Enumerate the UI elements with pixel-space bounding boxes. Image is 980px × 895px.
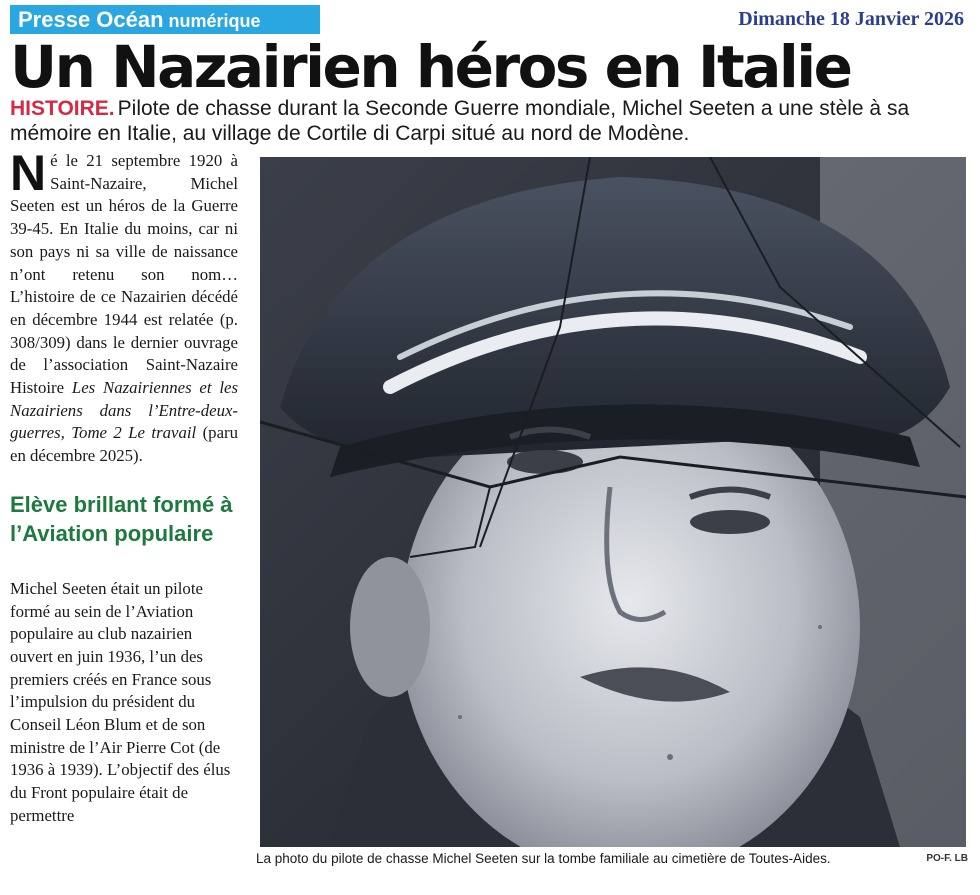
article-body-column bbox=[10, 150, 238, 895]
book-title: Les Nazairiennes et les Nazairiens dans l’Entre-deux-guerres, Tome 2 Le travail bbox=[10, 378, 238, 443]
article-standfirst bbox=[10, 96, 970, 146]
brand-name: Presse Océan bbox=[18, 7, 164, 32]
brand-edition: numérique bbox=[168, 11, 261, 31]
paragraph-1-text: é le 21 septembre 1920 à Saint-Nazaire, Michel Seeten est un héros de la Guerre 39-45. En Italie du moins, car ni son pays ni sa ville de naissance n’ont retenu son nom… L’histoire de ce Nazairien décédé en décembre 1944 est relatée (p. 308/309) dans le dernier ouvrage de l’association Saint-Nazaire Histoire bbox=[10, 151, 238, 398]
article-photo bbox=[260, 157, 966, 847]
drop-cap: N bbox=[10, 150, 47, 201]
paragraph-2: Michel Seeten était un pilote formé au sein de l’Aviation populaire au club nazairien ouvert en juin 1936, l’un des premiers créés en France sous l’impulsion du président du Conseil Léon Blum et de son ministre de l’Air Pierre Cot (de 1936 à 1939). L’objectif des élus du Front populaire était de permettre bbox=[10, 578, 231, 825]
article-headline: Un Nazairien héros en Italie bbox=[10, 33, 851, 101]
pilot-portrait-photo bbox=[260, 157, 966, 847]
standfirst-text: Pilote de chasse durant la Seconde Guerre mondiale, Michel Seeten a une stèle à sa mémoire en Italie, au village de Cortile di Carpi situé au nord de Modène. bbox=[10, 97, 910, 145]
kicker-label: HISTOIRE. bbox=[10, 97, 115, 120]
paragraph-1 bbox=[10, 150, 238, 468]
dateline: Dimanche 18 Janvier 2026 bbox=[738, 8, 964, 30]
paragraph-1-end: (paru en décembre 2025). bbox=[10, 423, 238, 466]
photo-caption: La photo du pilote de chasse Michel Seeten sur la tombe familiale au cimetière de Toutes-Aides. bbox=[256, 851, 831, 866]
section-subhead: Elève brillant formé à l’Aviation populaire bbox=[10, 491, 233, 546]
photo-credit: PO-F. LB bbox=[926, 853, 968, 864]
